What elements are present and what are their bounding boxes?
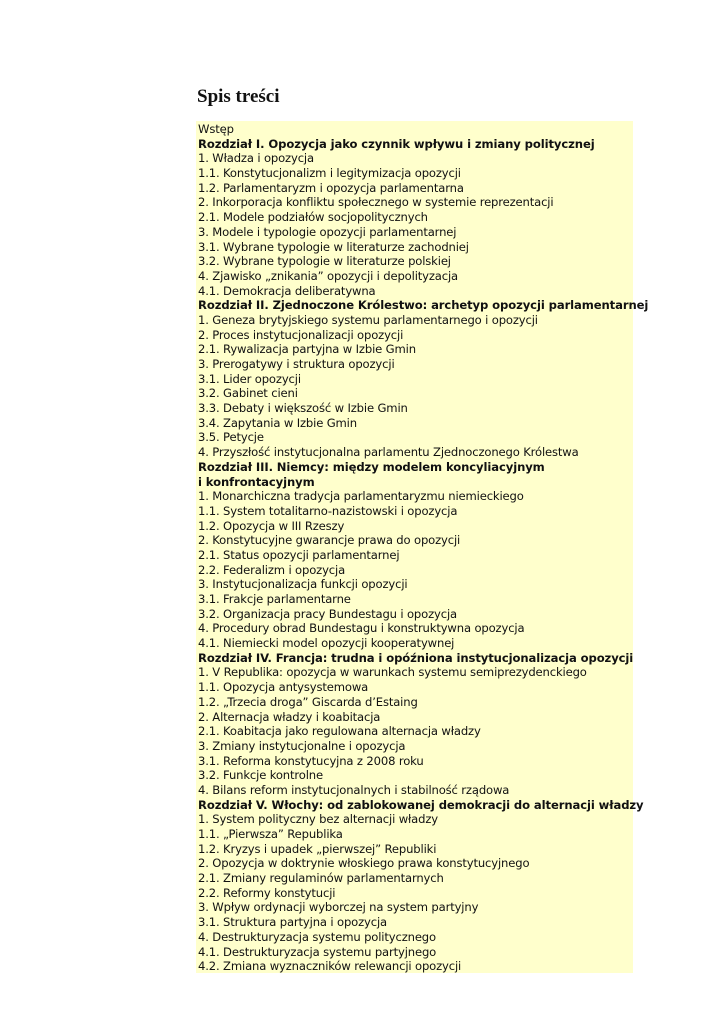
toc-entry: 3.2. Wybrane typologie w literaturze polskiej bbox=[198, 254, 451, 269]
toc-entry: 2. Konstytucyjne gwarancje prawa do opozycji bbox=[198, 533, 461, 548]
toc-entry: 4. Zjawisko „znikania” opozycji i depolityzacja bbox=[198, 268, 459, 283]
toc-chapter-heading: Rozdział III. Niemcy: między modelem koncyliacyjnym bbox=[198, 459, 545, 474]
toc-entry: 4.2. Zmiana wyznaczników relewancji opozycji bbox=[198, 959, 462, 974]
toc-entry: 1. Władza i opozycja bbox=[198, 151, 314, 166]
toc-entry: 2. Inkorporacja konfliktu społecznego w systemie reprezentacji bbox=[198, 195, 554, 210]
toc-entry: 1.1. „Pierwsza” Republika bbox=[198, 827, 343, 841]
toc-entry: 4.1. Destrukturyzacja systemu partyjnego bbox=[198, 944, 437, 959]
toc-entry: Wstęp bbox=[198, 122, 234, 136]
toc-chapter-heading: Rozdział V. Włochy: od zablokowanej demokracji do alternacji władzy bbox=[198, 797, 644, 812]
toc-entry: 4. Procedury obrad Bundestagu i konstruktywna opozycja bbox=[198, 621, 525, 636]
table-of-contents bbox=[196, 121, 649, 974]
toc-entry: 1.2. Kryzys i upadek „pierwszej” Republiki bbox=[198, 841, 437, 856]
toc-entry: 3. Instytucjonalizacja funkcji opozycji bbox=[198, 577, 408, 592]
toc-entry: 1. Monarchiczna tradycja parlamentaryzmu niemieckiego bbox=[198, 489, 524, 504]
toc-entry: 2.1. Rywalizacja partyjna w Izbie Gmin bbox=[198, 342, 416, 357]
toc-entry: 3.1. Wybrane typologie w literaturze zachodniej bbox=[198, 239, 469, 254]
toc-entry: 3.4. Zapytania w Izbie Gmin bbox=[198, 415, 357, 430]
toc-entry: 2. Opozycja w doktrynie włoskiego prawa konstytucyjnego bbox=[198, 856, 530, 871]
toc-chapter-heading: Rozdział I. Opozycja jako czynnik wpływu i zmiany politycznej bbox=[198, 136, 595, 151]
toc-entry: 4.1. Niemiecki model opozycji kooperatywnej bbox=[198, 636, 455, 651]
toc-entry: 2. Proces instytucjonalizacji opozycji bbox=[198, 327, 404, 342]
toc-entry: 1.1. Opozycja antysystemowa bbox=[198, 680, 369, 695]
toc-entry: 3.3. Debaty i większość w Izbie Gmin bbox=[198, 401, 408, 416]
toc-chapter-heading: i konfrontacyjnym bbox=[198, 474, 315, 489]
toc-entry: 3.5. Petycje bbox=[198, 430, 264, 445]
toc-entry: 4. Destrukturyzacja systemu politycznego bbox=[198, 929, 436, 944]
toc-entry: 1.1. System totalitarno-nazistowski i opozycja bbox=[198, 503, 458, 518]
toc-chapter-heading: Rozdział II. Zjednoczone Królestwo: archetyp opozycji parlamentarnej bbox=[198, 298, 649, 313]
toc-entry: 3. Prerogatywy i struktura opozycji bbox=[198, 357, 395, 371]
toc-entry: 1. Geneza brytyjskiego systemu parlamentarnego i opozycji bbox=[198, 312, 538, 327]
toc-entry: 2.2. Reformy konstytucji bbox=[198, 885, 336, 900]
toc-chapter-heading: Rozdział IV. Francja: trudna i opóźniona instytucjonalizacja opozycji bbox=[198, 650, 634, 665]
toc-entry: 1. V Republika: opozycja w warunkach systemu semiprezydenckiego bbox=[198, 665, 587, 680]
toc-entry: 1.2. „Trzecia droga” Giscarda d’Estaing bbox=[198, 694, 418, 709]
toc-entry: 3. Wpływ ordynacji wyborczej na system partyjny bbox=[198, 900, 479, 915]
toc-entry: 3.2. Gabinet cieni bbox=[198, 386, 298, 401]
toc-entry: 3. Modele i typologie opozycji parlamentarnej bbox=[198, 224, 457, 239]
toc-entry: 3.1. Frakcje parlamentarne bbox=[198, 592, 351, 606]
toc-entry: 4. Przyszłość instytucjonalna parlamentu Zjednoczonego Królestwa bbox=[198, 445, 579, 460]
toc-entry: 2.2. Federalizm i opozycja bbox=[198, 562, 346, 577]
toc-entry: 2.1. Zmiany regulaminów parlamentarnych bbox=[198, 871, 444, 886]
page-title: Spis treści bbox=[197, 86, 280, 107]
toc-entry: 4.1. Demokracja deliberatywna bbox=[198, 283, 376, 298]
toc-entry: 3.2. Funkcje kontrolne bbox=[198, 768, 323, 783]
toc-entry: 3.1. Lider opozycji bbox=[198, 371, 301, 386]
toc-entry: 3. Zmiany instytucjonalne i opozycja bbox=[198, 738, 406, 753]
toc-entry: 1.2. Opozycja w III Rzeszy bbox=[198, 518, 345, 533]
toc-entry: 2.1. Status opozycji parlamentarnej bbox=[198, 547, 400, 562]
toc-entry: 2.1. Modele podziałów socjopolitycznych bbox=[198, 210, 428, 225]
toc-entry: 3.2. Organizacja pracy Bundestagu i opozycja bbox=[198, 606, 457, 621]
toc-entry: 4. Bilans reform instytucjonalnych i stabilność rządowa bbox=[198, 782, 510, 797]
toc-entry: 1.2. Parlamentaryzm i opozycja parlamentarna bbox=[198, 180, 464, 195]
toc-entry: 3.1. Struktura partyjna i opozycja bbox=[198, 915, 387, 930]
toc-entry: 2. Alternacja władzy i koabitacja bbox=[198, 709, 381, 724]
toc-entry: 2.1. Koabitacja jako regulowana alternacja władzy bbox=[198, 724, 481, 739]
toc-entry: 1. System polityczny bez alternacji władzy bbox=[198, 812, 438, 827]
toc-entry: 1.1. Konstytucjonalizm i legitymizacja opozycji bbox=[198, 166, 461, 181]
toc-entry: 3.1. Reforma konstytucyjna z 2008 roku bbox=[198, 753, 424, 768]
